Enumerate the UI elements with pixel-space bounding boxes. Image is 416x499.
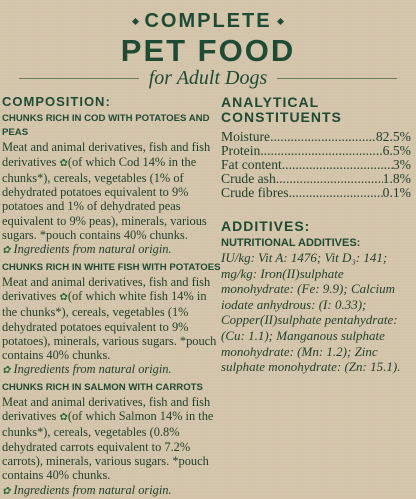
note-text: Ingredients from natural origin. <box>13 242 172 257</box>
subtitle-row <box>0 67 416 90</box>
dot-leader <box>260 144 382 158</box>
title-big: PET FOOD <box>120 33 296 68</box>
analytic-row <box>221 158 411 172</box>
analytic-value: 0.1% <box>382 185 411 200</box>
leaf-icon: ✿ <box>2 365 11 377</box>
subtitle: for Adult Dogs <box>148 67 268 89</box>
divider-line <box>277 78 397 79</box>
text-part: Meat and animal derivatives, fish and fish derivatives <box>2 274 211 303</box>
additives-block <box>221 218 411 375</box>
analytic-row <box>221 172 411 186</box>
leaf-icon: ✿ <box>59 412 68 424</box>
dot-leader <box>282 158 393 172</box>
text-part: Meat and animal derivatives, fish and fish derivatives <box>2 394 211 424</box>
section-text <box>2 395 224 483</box>
dot-leader <box>270 130 376 144</box>
header <box>0 0 416 90</box>
text-part: Meat and animal derivatives, fish and fish derivatives <box>2 140 211 169</box>
diamond-icon <box>132 18 139 25</box>
leaf-icon: ✿ <box>59 291 68 303</box>
section-text <box>2 140 224 242</box>
analytic-label: Fat content <box>221 157 282 172</box>
dot-leader <box>289 186 383 200</box>
text-part: (of which white fish 14% in the chunks*), cereals, vegetables (1% dehydrated potatoes equivalent to 9% potatoes), minerals, various sugars. *pouch contains 40% chunks. <box>2 288 217 363</box>
analytic-label: Crude ash <box>221 171 276 186</box>
analytic-label: Protein <box>221 143 261 158</box>
analytic-value: 1.8% <box>382 171 411 186</box>
title-small: COMPLETE <box>144 10 272 32</box>
analytic-value: 6.5% <box>382 143 411 158</box>
divider-line <box>19 78 139 79</box>
additives-subheading: NUTRITIONAL ADDITIVES: <box>221 237 361 249</box>
analytic-label: Moisture <box>221 129 271 144</box>
leaf-icon: ✿ <box>2 245 11 257</box>
composition-column <box>2 95 224 499</box>
diamond-icon <box>277 18 284 25</box>
analytic-label: Crude fibres <box>221 185 289 200</box>
note-text: Ingredients from natural origin. <box>13 482 172 497</box>
text-part: (of which Salmon 14% in the chunks*), cereals, vegetables (0.8% dehydrated carrots equivalent to 7.2% carrots), minerals, various sugars. *pouch contains 40% chunks. <box>2 409 214 483</box>
analytic-row <box>221 130 411 144</box>
leaf-icon: ✿ <box>59 157 68 169</box>
note-text: Ingredients from natural origin. <box>13 362 172 377</box>
analytic-row <box>221 144 411 158</box>
section-title: CHUNKS RICH IN WHITE FISH WITH POTATOES <box>2 261 221 273</box>
text-part: (of which Cod 14% in the chunks*), cereals, vegetables (1% of dehydrated potatoes equivalent to 9% potatoes and 1% of dehydrated peas equivalent to 9% peas), minerals, various sugars. *pouch contains 40% chunks. <box>2 154 207 243</box>
section-title: CHUNKS RICH IN SALMON WITH CARROTS <box>2 381 203 393</box>
additives-heading: ADDITIVES: <box>221 218 311 234</box>
composition-heading: COMPOSITION: <box>2 94 111 109</box>
dot-leader <box>276 172 383 186</box>
natural-note <box>2 242 224 258</box>
right-column <box>221 95 411 375</box>
analytical-block <box>221 95 411 200</box>
section-text <box>2 275 224 363</box>
analytic-value: 3% <box>392 157 411 172</box>
title-small-row <box>0 10 416 33</box>
natural-note <box>2 362 224 378</box>
leaf-icon: ✿ <box>2 485 11 497</box>
natural-note <box>2 483 224 499</box>
additives-text: IU/kg: Vit A: 1476; Vit D₃: 141; mg/kg: Iron(II)sulphate monohydrate: (Fe: 9.9); Calcium iodate anhydrous: (I: 0.33); Copper(II)sulphate pentahydrate: (Cu: 1.1); Manganous sulphate monohydrate: (Mn: 1.2); Zinc sulphate monohydrate: (Zn: 15.1). <box>221 250 401 375</box>
section-title: CHUNKS RICH IN COD WITH POTATOES AND PEAS <box>2 113 210 139</box>
analytical-heading: ANALYTICAL CONSTITUENTS <box>221 94 342 125</box>
analytic-value: 82.5% <box>375 129 411 144</box>
analytic-row <box>221 186 411 200</box>
